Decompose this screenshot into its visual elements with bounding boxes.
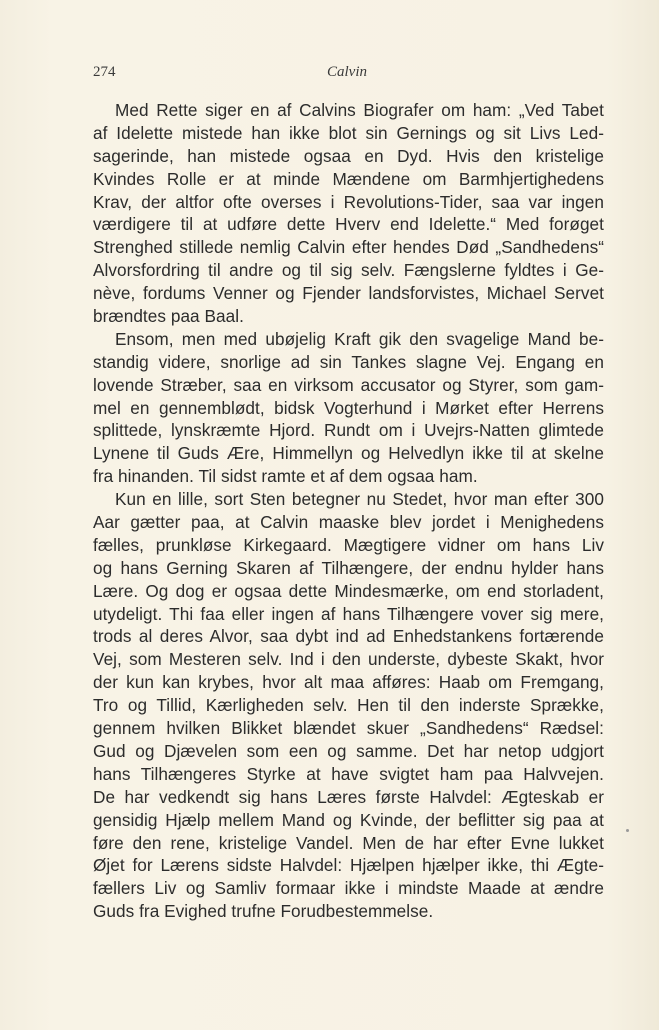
text-line: af Idelette mistede han ikke blot sin Gernings og sit Livs Led-	[93, 122, 604, 143]
text-line: De har vedkendt sig hans Læres første Halvdel: Ægteskab er	[93, 786, 604, 807]
text-line: utydeligt. Thi faa eller ingen af hans Tilhængere vover sig mere,	[93, 603, 604, 624]
text-line: standig videre, snorlige ad sin Tankes slagne Vej. Engang en	[93, 351, 604, 372]
text-line: brændtes paa Baal.	[93, 306, 244, 327]
text-line: sagerinde, han mistede ogsaa en Dyd. Hvis den kristelige	[93, 145, 604, 166]
text-line: Guds fra Evighed trufne Forudbestemmelse.	[93, 901, 434, 922]
paragraph	[93, 99, 604, 328]
text-line: splittede, lynskræmte Hjord. Rundt om i Uvejrs-Natten glimtede	[93, 420, 604, 441]
running-title: Calvin	[327, 64, 367, 80]
text-line: lovende Stræber, saa en virksom accusator og Styrer, som gam-	[93, 374, 604, 395]
text-line: Tro og Tillid, Kærligheden selv. Hen til den inderste Sprække,	[93, 695, 604, 716]
text-line: og hans Gerning Skaren af Tilhængere, der endnu hylder hans	[93, 557, 604, 578]
text-line: trods al deres Alvor, saa dybt ind ad Enhedstankens fortærende	[93, 626, 604, 647]
text-line: Ensom, men med ubøjelig Kraft gik den svagelige Mand be-	[115, 328, 604, 349]
paper-speck	[626, 829, 629, 832]
page-header	[93, 64, 593, 86]
page-number: 274	[93, 64, 116, 80]
text-line: gennem hvilken Blikket blændet skuer „Sandhedens“ Rædsel:	[93, 718, 604, 739]
text-line: fællers Liv og Samliv formaar ikke i mindste Maade at ændre	[93, 878, 604, 899]
text-line: fra hinanden. Til sidst ramte et af dem ogsaa ham.	[93, 466, 478, 487]
text-line: værdigere til at udføre dette Hverv end Idelette.“ Med forøget	[93, 214, 604, 235]
text-line: Strenghed stillede nemlig Calvin efter hendes Død „Sandhedens“	[93, 237, 604, 258]
text-line: fælles, prunkløse Kirkegaard. Mægtigere vidner om hans Liv	[93, 534, 604, 555]
text-line: Vej, som Mesteren selv. Ind i den underste, dybeste Skakt, hvor	[93, 649, 604, 670]
text-line: nève, fordums Venner og Fjender landsforvistes, Michael Servet	[93, 283, 604, 304]
paragraph	[93, 328, 604, 488]
text-line: Lære. Og dog er ogsaa dette Mindesmærke, om end storladent,	[93, 580, 604, 601]
text-line: Med Rette siger en af Calvins Biografer om ham: „Ved Tabet	[115, 100, 604, 120]
text-line: mel en gennemblødt, bidsk Vogterhund i Mørket efter Herrens	[93, 397, 604, 418]
text-line: Alvorsfordring til andre og til sig selv. Fængslerne fyldtes i Ge-	[93, 260, 604, 281]
body-text	[93, 99, 604, 923]
text-line: hans Tilhængeres Styrke at have svigtet ham paa Halvvejen.	[93, 763, 604, 784]
text-line: der kun kan krybes, hvor alt maa afføres: Haab om Fremgang,	[93, 672, 604, 693]
text-line: gensidig Hjælp mellem Mand og Kvinde, der beflitter sig paa at	[93, 809, 604, 830]
text-line: Lynene til Guds Ære, Himmellyn og Helvedlyn ikke til at skelne	[93, 443, 604, 464]
text-line: Øjet for Lærens sidste Halvdel: Hjælpen hjælper ikke, thi Ægte-	[93, 855, 604, 876]
text-line: Kun en lille, sort Sten betegner nu Stedet, hvor man efter 300	[115, 489, 604, 510]
text-line: Aar gætter paa, at Calvin maaske blev jordet i Menighedens	[93, 512, 604, 533]
text-line: Kvindes Rolle er at minde Mændene om Barmhjertighedens	[93, 168, 604, 189]
paragraph	[93, 488, 604, 923]
text-line: Krav, der altfor ofte overses i Revolutions-Tider, saa var ingen	[93, 191, 604, 212]
text-line: Gud og Djævelen som een og samme. Det har netop udgjort	[93, 740, 604, 761]
text-line: føre den rene, kristelige Vandel. Men de har efter Evne lukket	[93, 832, 604, 853]
